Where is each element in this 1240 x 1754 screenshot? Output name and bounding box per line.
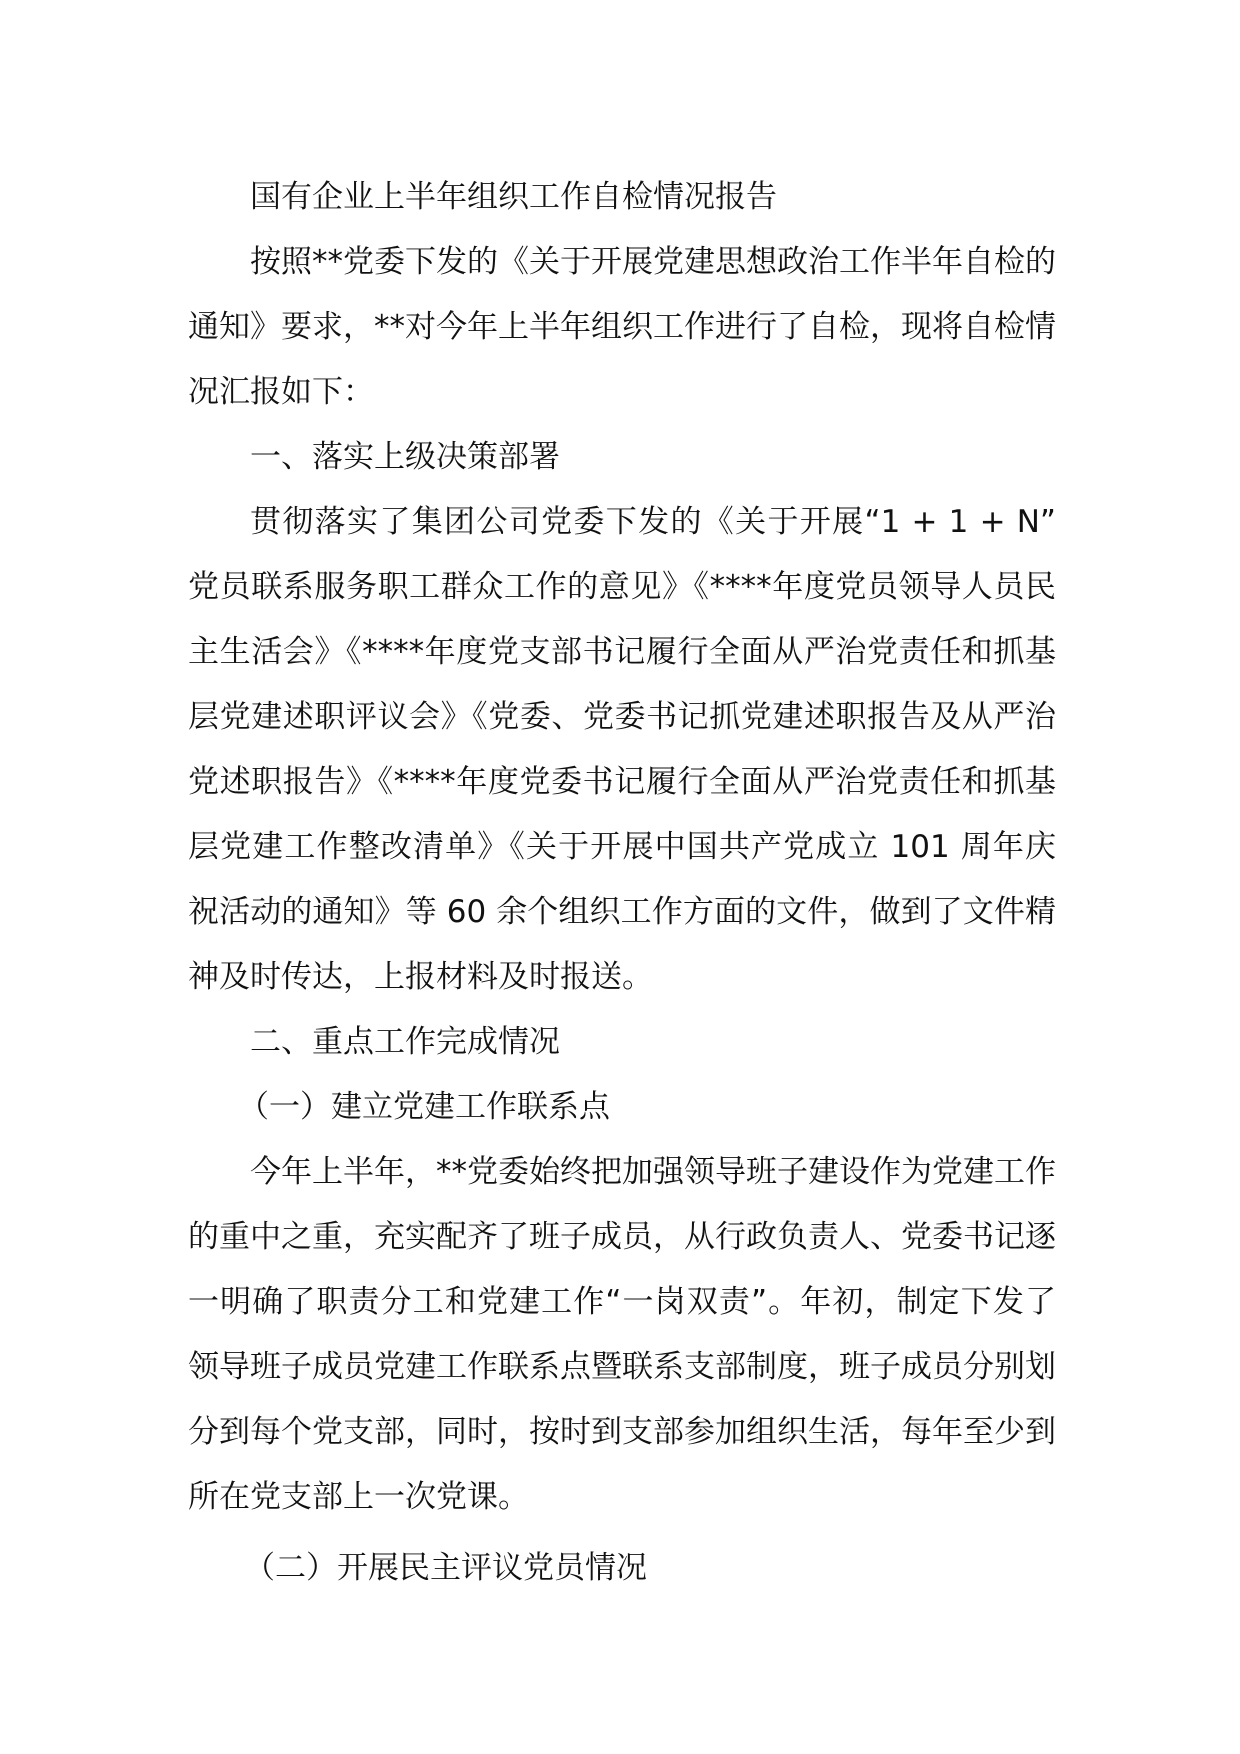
document-title: 国有企业上半年组织工作自检情况报告: [250, 179, 777, 215]
section-2-subsection-1-heading: （一）建立党建工作联系点: [238, 1089, 610, 1125]
section-1-paragraph: 贯彻落实了集团公司党委下发的《关于开展“1 + 1 + N”党员联系服务职工群众工作的意见》《****年度党员领导人员民主生活会》《****年度党支部书记履行全面从严治党责任和抓基层党建述职评议会》《党委、党委书记抓党建述职报告及从严治党述职报告》《****年度党委书记履行全面从严治党责任和抓基层党建工作整改清单》《关于开展中国共产党成立 101 周年庆祝活动的通知》等 60 余个组织工作方面的文件，做到了文件精神及时传达，上报材料及时报送。: [188, 504, 1056, 995]
intro-paragraph: 按照**党委下发的《关于开展党建思想政治工作半年自检的通知》要求，**对今年上半年组织工作进行了自检，现将自检情况汇报如下：: [188, 244, 1056, 410]
document-body: [188, 165, 1056, 1601]
section-2-heading: 二、重点工作完成情况: [250, 1024, 560, 1060]
section-2-subsection-2-heading: （二）开展民主评议党员情况: [244, 1550, 647, 1586]
section-2-subsection-1-paragraph: 今年上半年，**党委始终把加强领导班子建设作为党建工作的重中之重，充实配齐了班子成员，从行政负责人、党委书记逐一明确了职责分工和党建工作“一岗双责”。年初，制定下发了领导班子成员党建工作联系点暨联系支部制度，班子成员分别划分到每个党支部，同时，按时到支部参加组织生活，每年至少到所在党支部上一次党课。: [188, 1154, 1056, 1515]
section-1-heading: 一、落实上级决策部署: [250, 439, 560, 475]
